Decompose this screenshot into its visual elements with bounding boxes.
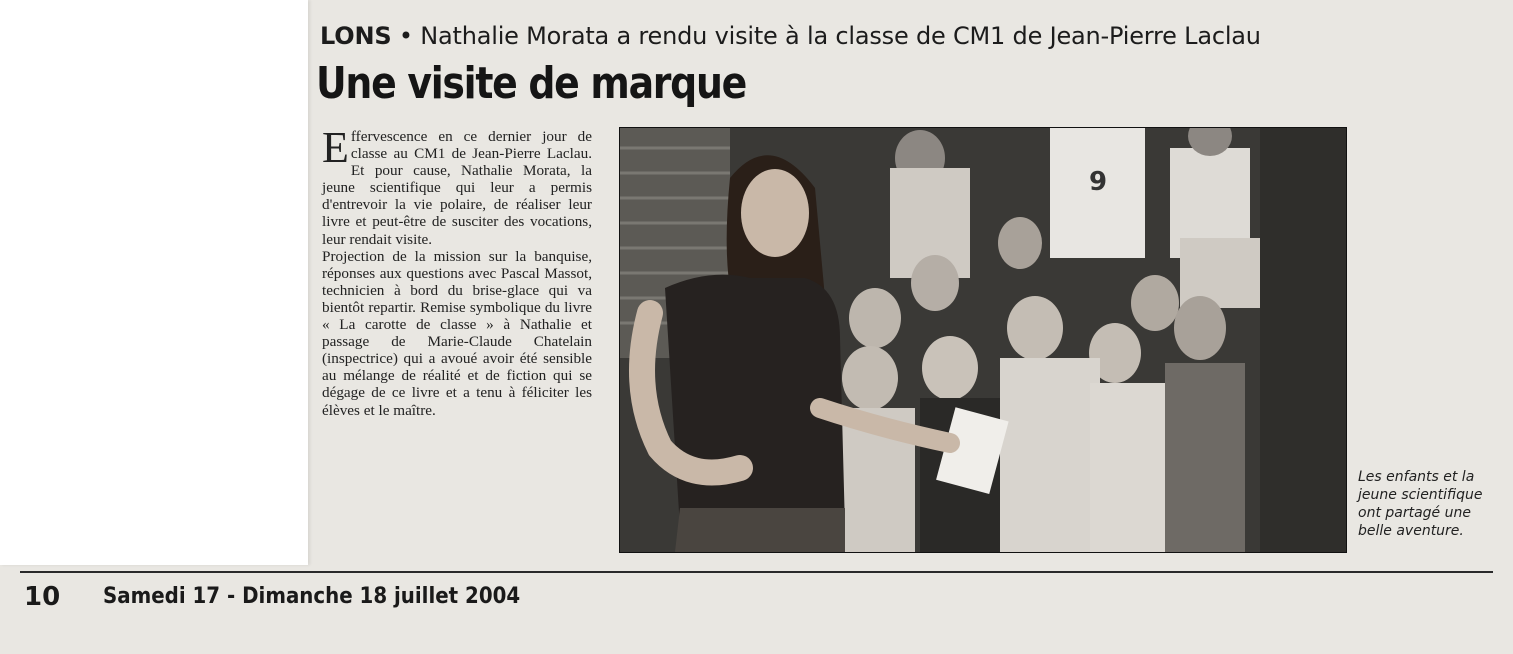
page-number: 10 (24, 582, 61, 612)
issue-date: Samedi 17 - Dimanche 18 juillet 2004 (103, 584, 521, 609)
article-headline: Une visite de marque (316, 58, 746, 109)
kicker-place: LONS (320, 22, 392, 50)
blank-margin (0, 0, 308, 565)
photo-caption: Les enfants et la jeune scientifique ont partagé une belle aventure. (1358, 469, 1483, 539)
paragraph-1-text: ffervescence en ce dernier jour de classe au CM1 de Jean-Pierre Laclau. Et pour cause, Nathalie Morata, la jeune scientifique qui leur a permis d'entrevoir la vie polaire, de réaliser leur livre et peut-être de susciter des vocations, leur rendait visite. (322, 128, 592, 248)
paragraph-1 (322, 123, 592, 248)
jersey-number: 9 (1088, 167, 1108, 197)
drop-cap: E (322, 123, 349, 172)
photo-illustration (620, 128, 1346, 552)
article-body (322, 123, 592, 419)
footer-rule (20, 571, 1493, 573)
article-kicker (320, 22, 1261, 50)
article-photo (619, 127, 1347, 553)
kicker-text: • Nathalie Morata a rendu visite à la classe de CM1 de Jean-Pierre Laclau (391, 22, 1261, 50)
paragraph-2: Projection de la mission sur la banquise, réponses aux questions avec Pascal Massot, technicien à bord du brise-glace qui va bientôt repartir. Remise symbolique du livre « La carotte de classe » à Nathalie et passage de Marie-Claude Chatelain (inspectrice) qui a avoué avoir été sensible au mélange de réalité et de fiction qui se dégage de ce livre et a tenu à féliciter les élèves et le maître. (322, 247, 592, 419)
